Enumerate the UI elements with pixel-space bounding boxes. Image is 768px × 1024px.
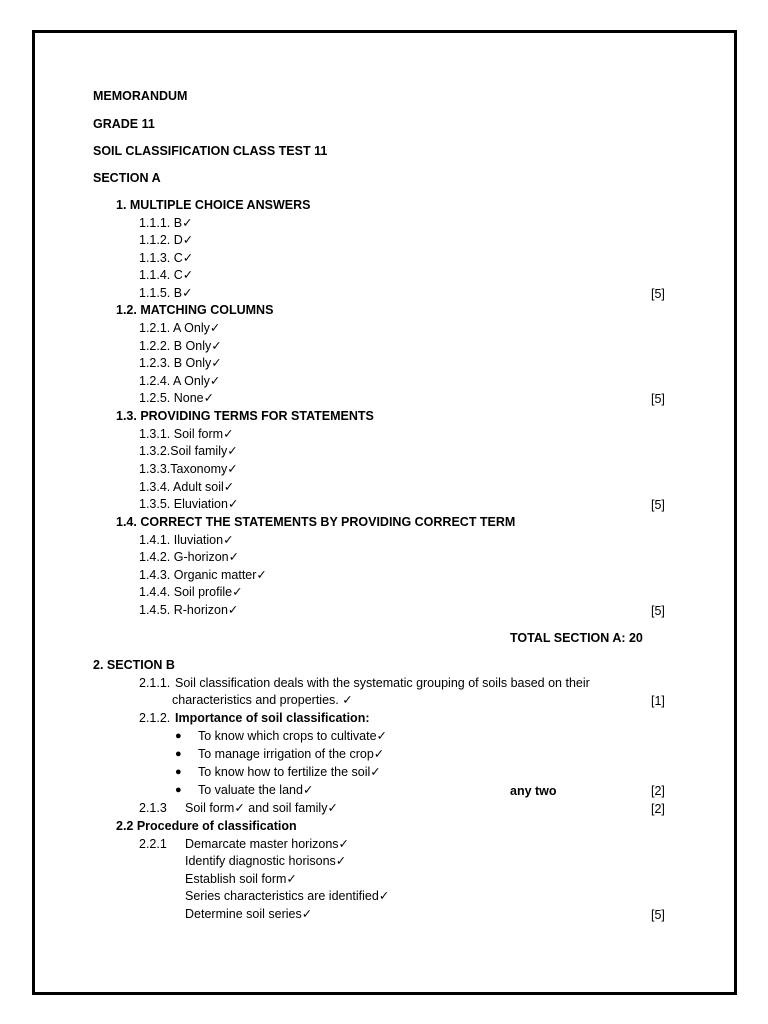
q212-number: 2.1.2. — [139, 711, 171, 725]
answer-item: 1.2.5. None✓ — [139, 391, 215, 405]
marks-q12: [5] — [651, 392, 665, 406]
answer-item: 1.3.1. Soil form✓ — [139, 427, 234, 441]
answer-item: 1.1.3. C✓ — [139, 251, 194, 265]
answer-item: 1.3.3.Taxonomy✓ — [139, 462, 238, 476]
bullet-item: To manage irrigation of the crop✓ — [198, 747, 385, 761]
answer-item: 1.4.4. Soil profile✓ — [139, 585, 243, 599]
procedure-step: Demarcate master horizons✓ — [185, 837, 350, 851]
q221-number: 2.2.1 — [139, 837, 167, 851]
q213-text: Soil form✓ and soil family✓ — [185, 801, 338, 815]
bullet-item: To know how to fertilize the soil✓ — [198, 765, 381, 779]
answer-item: 1.3.4. Adult soil✓ — [139, 480, 235, 494]
marks-q13: [5] — [651, 498, 665, 512]
answer-item: 1.3.2.Soil family✓ — [139, 444, 238, 458]
q211-line1: Soil classification deals with the systematic grouping of soils based on their — [175, 676, 590, 690]
test-title: SOIL CLASSIFICATION CLASS TEST 11 — [93, 144, 328, 158]
section-a-title: SECTION A — [93, 171, 161, 185]
bullet-icon: ● — [175, 748, 182, 760]
q12-heading: 1.2. MATCHING COLUMNS — [116, 303, 274, 317]
answer-item: 1.1.5. B✓ — [139, 286, 193, 300]
section-b-heading: 2. SECTION B — [93, 658, 175, 672]
q213-number: 2.1.3 — [139, 801, 167, 815]
answer-item: 1.3.5. Eluviation✓ — [139, 497, 239, 511]
q211-number: 2.1.1. — [139, 676, 171, 690]
bullet-item: To valuate the land✓ — [198, 783, 314, 797]
q14-heading: 1.4. CORRECT THE STATEMENTS BY PROVIDING CORRECT TERM — [116, 515, 516, 529]
marks-q221: [5] — [651, 908, 665, 922]
q1-heading: 1. MULTIPLE CHOICE ANSWERS — [116, 198, 311, 212]
answer-item: 1.4.5. R-horizon✓ — [139, 603, 239, 617]
q13-heading: 1.3. PROVIDING TERMS FOR STATEMENTS — [116, 409, 374, 423]
bullet-icon: ● — [175, 766, 182, 778]
marks-q14: [5] — [651, 604, 665, 618]
q212-title: Importance of soil classification: — [175, 711, 370, 725]
answer-item: 1.2.2. B Only✓ — [139, 339, 222, 353]
bullet-icon: ● — [175, 730, 182, 742]
answer-item: 1.1.4. C✓ — [139, 268, 194, 282]
answer-item: 1.1.2. D✓ — [139, 233, 194, 247]
grade-label: GRADE 11 — [93, 117, 155, 131]
any-two-note: any two — [510, 784, 557, 798]
answer-item: 1.4.3. Organic matter✓ — [139, 568, 267, 582]
q22-heading: 2.2 Procedure of classification — [116, 819, 297, 833]
marks-q211: [1] — [651, 694, 665, 708]
answer-item: 1.4.1. Iluviation✓ — [139, 533, 234, 547]
answer-item: 1.2.3. B Only✓ — [139, 356, 222, 370]
procedure-step: Series characteristics are identified✓ — [185, 889, 390, 903]
memo-title: MEMORANDUM — [93, 89, 188, 103]
answer-item: 1.2.4. A Only✓ — [139, 374, 221, 388]
q211-line2: characteristics and properties. ✓ — [172, 693, 353, 707]
answer-item: 1.1.1. B✓ — [139, 216, 193, 230]
bullet-item: To know which crops to cultivate✓ — [198, 729, 388, 743]
marks-q212: [2] — [651, 784, 665, 798]
answer-item: 1.4.2. G-horizon✓ — [139, 550, 240, 564]
procedure-step: Identify diagnostic horisons✓ — [185, 854, 347, 868]
bullet-icon: ● — [175, 784, 182, 796]
procedure-step: Establish soil form✓ — [185, 872, 297, 886]
total-section-a: TOTAL SECTION A: 20 — [510, 631, 643, 645]
marks-q1: [5] — [651, 287, 665, 301]
procedure-step: Determine soil series✓ — [185, 907, 313, 921]
marks-q213: [2] — [651, 802, 665, 816]
answer-item: 1.2.1. A Only✓ — [139, 321, 221, 335]
